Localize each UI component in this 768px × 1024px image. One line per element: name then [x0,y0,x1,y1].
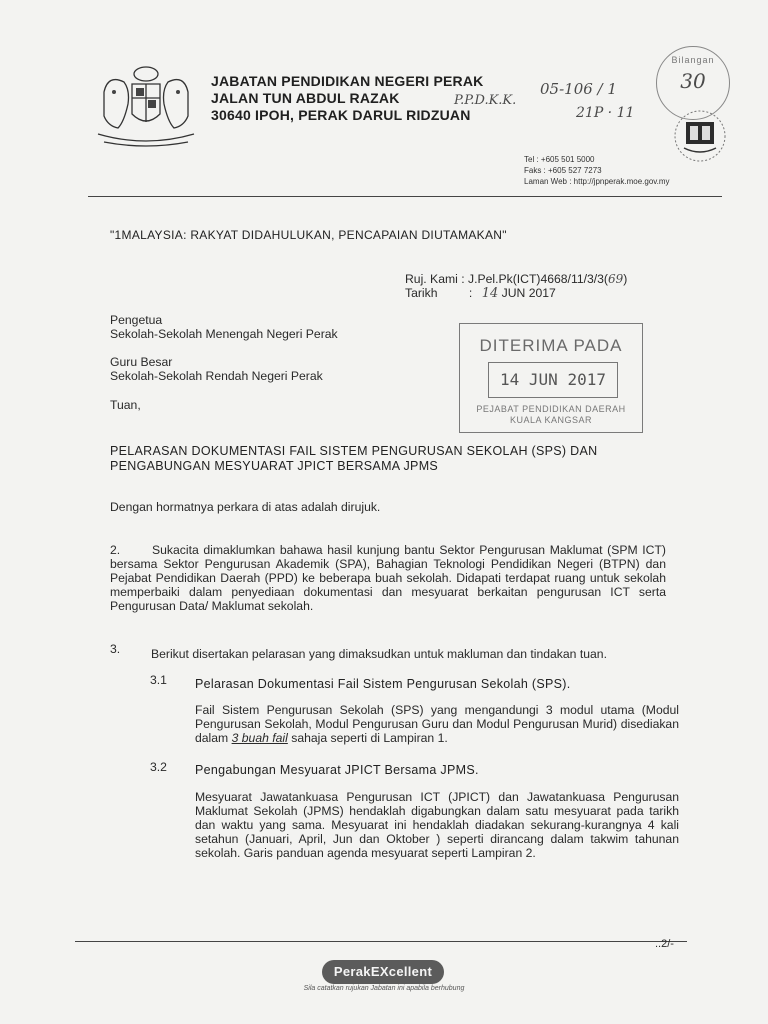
stamp-office-line-2: KUALA KANGSAR [509,415,593,425]
section-3-2-number: 3.2 [150,760,167,774]
round-stamp-label: Bilangan [671,55,715,65]
contact-website: Laman Web : http://jpnperak.moe.gov.my [524,177,670,186]
letter-date [405,286,705,301]
paragraph-2-number: 2. [110,543,121,557]
section-3-1-text-a: Fail Sistem Pengurusan Sekolah (SPS) yang mengandungi 3 modul utama (Modul Pengurusan Sekolah, Modul Pengurusan Guru dan Modul Pengurusan Murid) disediakan dalam [195,703,679,745]
contact-fax: Faks : +605 527 7273 [524,166,602,175]
date-colon: : [468,286,473,300]
letterhead-line-1: JABATAN PENDIDIKAN NEGERI PERAK [211,73,484,89]
subject-line-1: PELARASAN DOKUMENTASI FAIL SISTEM PENGURUSAN SEKOLAH (SPS) DAN [110,444,598,458]
section-3-1-number: 3.1 [150,673,167,687]
section-3-1-text [195,703,679,745]
reference-handwritten: 69 [607,272,624,286]
reference-close: ) [623,272,628,286]
section-3-1-text-b: sahaja seperti di Lampiran 1. [291,731,448,745]
round-stamp-number: 30 [680,69,706,93]
handwritten-ppdkk: P.P.D.K.K. [454,93,517,108]
recipient-1-title: Pengetua [110,313,163,327]
stamp-date: 14 JUN 2017 [488,362,618,398]
department-logo [672,108,728,164]
letterhead-line-2: JALAN TUN ABDUL RAZAK [211,90,400,106]
paragraph-3: Berikut disertakan pelarasan yang dimaksudkan untuk makluman dan tindakan tuan. [151,647,607,661]
section-3-1-emphasis: 3 buah fail [231,731,288,745]
recipient-1-body: Sekolah-Sekolah Menengah Negeri Perak [110,327,338,341]
subject-line-2: PENGABUNGAN MESYUARAT JPICT BERSAMA JPMS [110,459,439,473]
date-handwritten-day: 14 [481,286,499,301]
paragraph-3-number: 3. [110,642,121,656]
footer-divider [75,941,687,942]
handwritten-ref-bottom: 21P · 11 [576,105,635,121]
reference-label: Ruj. Kami [405,272,458,286]
received-stamp [459,323,643,433]
salutation: Tuan, [110,398,141,412]
section-3-2-title: Pengabungan Mesyuarat JPICT Bersama JPMS. [195,763,479,777]
contact-tel: Tel : +605 501 5000 [524,155,595,164]
date-value: JUN 2017 [501,286,556,300]
handwritten-file-ref: 05-106 / 1 [540,80,617,98]
paragraph-2: Sukacita dimaklumkan bahawa hasil kunjung bantu Sektor Pengurusan Maklumat (SPM ICT) bersama Sektor Pengurusan Akademik (SPA), Bahagian Teknologi Pendidikan Negeri (BTPN) dan Pejabat Pendidikan Daerah (PPD) ke beberapa buah sekolah. Didapati terdapat ruang untuk sekolah memperbaiki dalam penyediaan dokumentasi dan mesyuarat berkaitan pengurusan ICT serta Pengurusan Data/ Maklumat sekolah. [110,543,666,613]
motto: "1MALAYSIA: RAKYAT DIDAHULUKAN, PENCAPAIAN DIUTAMAKAN" [110,228,507,242]
recipient-2-title: Guru Besar [110,355,173,369]
page-continuation-marker: ..2/- [655,938,674,950]
recipient-2-body: Sekolah-Sekolah Rendah Negeri Perak [110,369,323,383]
letterhead-line-3: 30640 IPOH, PERAK DARUL RIDZUAN [211,107,471,123]
section-3-2-text: Mesyuarat Jawatankuasa Pengurusan ICT (JPICT) dan Jawatankuasa Pengurusan Maklumat Sekolah (JPMS) hendaklah digabungkan dalam satu mesyuarat pada tarikh dan waktu yang sama. Mesyuarat ini hendaklah diadakan sekurang-kurangnya 4 kali setahun (Januari, April, Jun dan Oktober ) seperti dirancang dalam takwim tahunan sekolah. Garis panduan agenda mesyuarat seperti Lampiran 2. [195,790,679,860]
section-3-1-title: Pelarasan Dokumentasi Fail Sistem Pengurusan Sekolah (SPS). [195,677,571,691]
date-label: Tarikh [405,286,438,300]
header-divider [88,196,722,197]
stamp-title: DITERIMA PADA [479,336,623,355]
reference-number [405,272,705,286]
reference-value: : J.Pel.Pk(ICT)4668/11/3/3( [461,272,608,286]
intro-paragraph: Dengan hormatnya perkara di atas adalah dirujuk. [110,500,381,514]
stamp-office-line-1: PEJABAT PENDIDIKAN DAERAH [476,404,626,414]
footer-note: Sila catatkan rujukan Jabatan ini apabila berhubung [303,985,465,992]
state-crest-logo [92,62,200,148]
perak-excellent-logo: PerakEXcellent [322,960,444,984]
